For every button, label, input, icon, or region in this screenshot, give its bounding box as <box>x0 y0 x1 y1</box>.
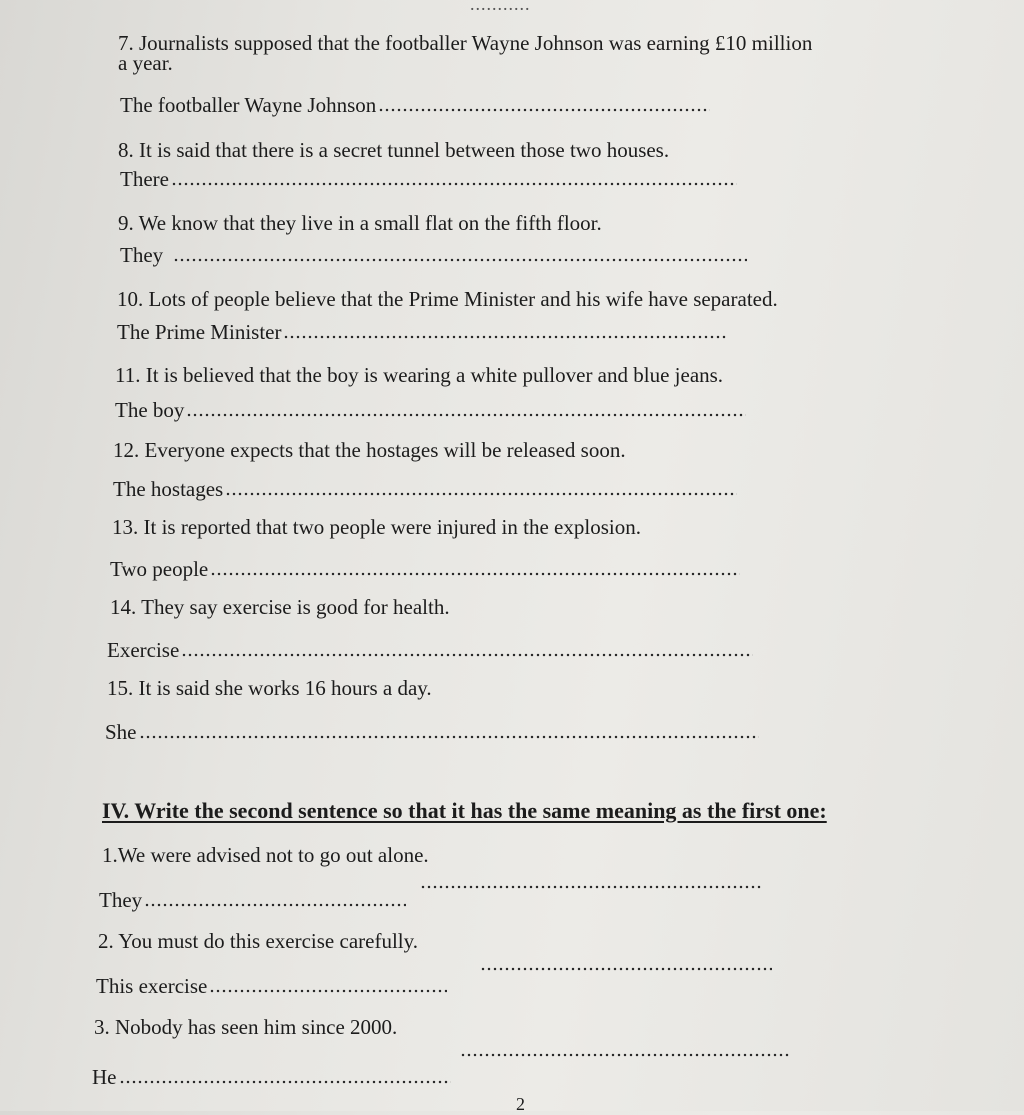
section-iv-answer-1-prompt: They <box>99 888 143 912</box>
section-iv-answer-1-blank[interactable] <box>144 902 406 908</box>
answer-11-prompt: The boy <box>115 398 185 422</box>
answer-14 <box>107 637 753 663</box>
answer-15 <box>105 719 759 745</box>
section-iv-answer-2-prompt: This exercise <box>96 974 208 998</box>
section-iv-answer-3 <box>92 1064 451 1090</box>
answer-14-prompt: Exercise <box>107 638 180 662</box>
question-15: 15. It is said she works 16 hours a day. <box>107 676 432 700</box>
question-11: 11. It is believed that the boy is wearing a white pullover and blue jeans. <box>115 363 724 387</box>
answer-9-prompt: They <box>120 243 164 267</box>
section-iv-question-2: 2. You must do this exercise carefully. <box>98 929 419 953</box>
answer-7-prompt: The footballer Wayne Johnson <box>120 93 377 117</box>
answer-7 <box>120 92 710 118</box>
answer-9-blank[interactable] <box>173 257 747 263</box>
question-10: 10. Lots of people believe that the Prime Minister and his wife have separated. <box>117 287 778 311</box>
answer-1-upper-dots <box>420 884 762 890</box>
answer-13 <box>110 556 740 582</box>
page-number: 2 <box>516 1094 525 1114</box>
question-12: 12. Everyone expects that the hostages will be released soon. <box>113 438 626 462</box>
answer-2-upper-dots <box>480 966 772 972</box>
section-iv-answer-2-blank[interactable] <box>209 988 447 994</box>
question-13: 13. It is reported that two people were injured in the explosion. <box>112 515 641 539</box>
answer-10-blank[interactable] <box>283 334 727 340</box>
answer-8 <box>120 166 737 192</box>
section-iv-answer-3-blank[interactable] <box>119 1079 451 1085</box>
answer-12 <box>113 476 737 502</box>
section-iv-heading: IV. Write the second sentence so that it has the same meaning as the first one: <box>102 798 827 823</box>
answer-12-blank[interactable] <box>225 491 737 497</box>
answer-10-prompt: The Prime Minister <box>117 320 282 344</box>
answer-13-blank[interactable] <box>210 571 740 577</box>
question-7-line-1: 7. Journalists supposed that the footballer Wayne Johnson was earning £10 million <box>118 31 813 55</box>
answer-12-prompt: The hostages <box>113 477 224 501</box>
answer-8-blank[interactable] <box>171 181 737 187</box>
answer-3-upper-dots <box>460 1052 790 1058</box>
section-iv-answer-3-prompt: He <box>92 1065 117 1089</box>
answer-13-prompt: Two people <box>110 557 209 581</box>
question-9: 9. We know that they live in a small flat on the fifth floor. <box>118 211 602 235</box>
answer-11 <box>115 397 746 423</box>
cut-off-header: ........... <box>470 0 531 14</box>
answer-14-blank[interactable] <box>181 652 753 658</box>
section-iv-question-1: 1.We were advised not to go out alone. <box>102 843 429 867</box>
answer-15-blank[interactable] <box>139 734 759 740</box>
question-14: 14. They say exercise is good for health. <box>110 595 450 619</box>
answer-8-prompt: There <box>120 167 169 191</box>
answer-10 <box>117 319 727 345</box>
answer-11-blank[interactable] <box>186 412 746 418</box>
answer-9 <box>120 242 747 268</box>
question-7-line-2: a year. <box>118 51 173 75</box>
answer-15-prompt: She <box>105 720 137 744</box>
section-iv-question-3: 3. Nobody has seen him since 2000. <box>94 1015 398 1039</box>
answer-7-blank[interactable] <box>378 107 710 113</box>
section-iv-answer-2 <box>96 973 447 999</box>
question-8: 8. It is said that there is a secret tunnel between those two houses. <box>118 138 670 162</box>
section-iv-answer-1 <box>99 887 406 913</box>
